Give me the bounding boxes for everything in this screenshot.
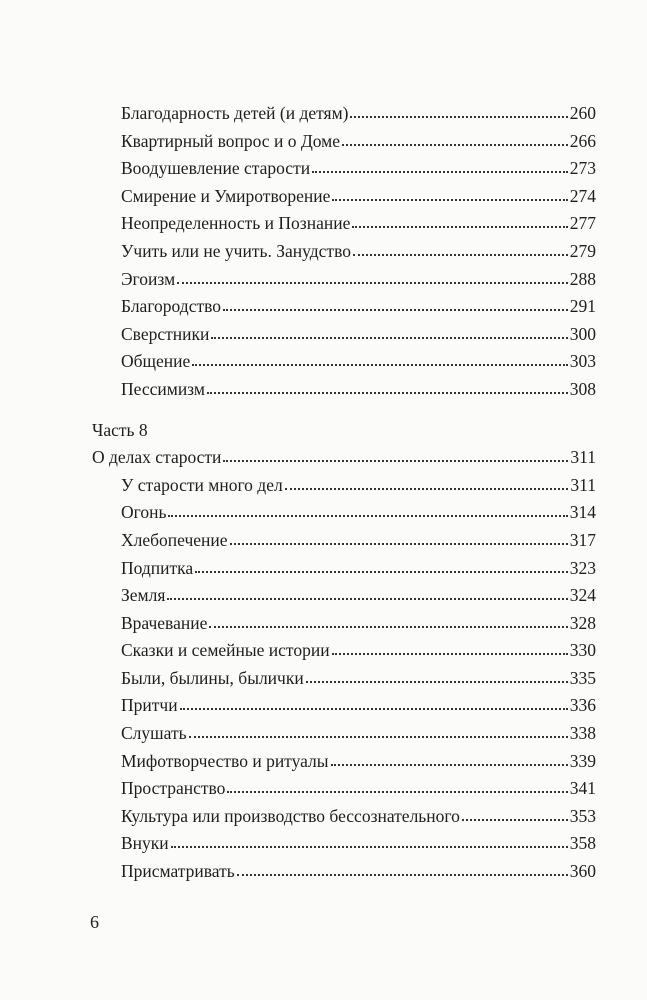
dot-leader bbox=[462, 804, 568, 822]
table-of-contents bbox=[92, 100, 596, 886]
part-heading-entry bbox=[92, 444, 596, 472]
toc-entry-title: Благодарность детей (и детям) bbox=[121, 103, 349, 123]
toc-entry bbox=[92, 155, 596, 183]
dot-leader bbox=[331, 749, 568, 767]
dot-leader bbox=[306, 666, 568, 684]
toc-entry-title: Пространство bbox=[121, 778, 226, 799]
toc-entry bbox=[92, 775, 596, 803]
dot-leader bbox=[180, 694, 568, 712]
toc-entry-page: 308 bbox=[569, 378, 596, 399]
dot-leader bbox=[237, 860, 568, 878]
toc-entry-page: 317 bbox=[569, 529, 596, 550]
toc-entry-page: 266 bbox=[569, 130, 596, 151]
toc-entry-title: Земля bbox=[121, 585, 166, 606]
toc-entry bbox=[92, 238, 596, 266]
toc-entry-page: 311 bbox=[570, 474, 596, 495]
toc-entry bbox=[92, 830, 596, 858]
toc-entry bbox=[92, 376, 596, 404]
toc-entry-title: Культура или производство бессознательного bbox=[121, 805, 460, 826]
toc-entry bbox=[92, 499, 596, 527]
toc-entry-title: Внуки bbox=[121, 833, 169, 854]
dot-leader bbox=[207, 377, 568, 395]
toc-entry-page: 328 bbox=[569, 612, 596, 633]
dot-leader bbox=[209, 611, 567, 629]
toc-entry-page: 341 bbox=[569, 778, 596, 799]
toc-entry-title: Были, былины, былички bbox=[121, 667, 304, 688]
dot-leader bbox=[167, 584, 567, 602]
toc-entry bbox=[92, 692, 596, 720]
toc-entry-page: 300 bbox=[569, 323, 596, 344]
toc-entry-page: 339 bbox=[569, 750, 596, 771]
toc-entry bbox=[92, 527, 596, 555]
toc-entry-title: Хлебопечение bbox=[121, 529, 228, 550]
dot-leader bbox=[223, 295, 568, 313]
dot-leader bbox=[352, 212, 567, 230]
toc-entry bbox=[92, 348, 596, 376]
dot-leader bbox=[312, 157, 568, 175]
toc-section-part8 bbox=[92, 472, 596, 886]
toc-entry-title: Врачевание bbox=[121, 612, 208, 633]
toc-entry-page: 274 bbox=[569, 185, 596, 206]
toc-entry bbox=[92, 803, 596, 831]
toc-entry-title: Учить или не учить. Занудство bbox=[121, 240, 351, 261]
dot-leader bbox=[350, 102, 567, 120]
toc-entry-page: 314 bbox=[569, 502, 596, 523]
toc-entry-title: Притчи bbox=[121, 695, 178, 716]
dot-leader bbox=[230, 528, 568, 546]
toc-entry bbox=[92, 472, 596, 500]
toc-entry-title: Сказки и семейные истории bbox=[121, 640, 330, 661]
toc-entry-page: 273 bbox=[569, 158, 596, 179]
dot-leader bbox=[285, 473, 569, 491]
toc-entry-title: Эгоизм bbox=[121, 268, 176, 289]
dot-leader bbox=[195, 556, 568, 574]
toc-entry bbox=[92, 610, 596, 638]
toc-entry-title: Квартирный вопрос и о Доме bbox=[121, 130, 341, 151]
toc-entry-title: Смирение и Умиротворение bbox=[121, 185, 331, 206]
toc-entry-page: 353 bbox=[569, 805, 596, 826]
toc-entry-page: 291 bbox=[569, 296, 596, 317]
dot-leader bbox=[223, 446, 568, 464]
toc-entry-title: Слушать bbox=[121, 723, 187, 744]
dot-leader bbox=[211, 322, 567, 340]
dot-leader bbox=[171, 832, 568, 850]
toc-entry-page: 360 bbox=[569, 861, 596, 882]
toc-entry bbox=[92, 321, 596, 349]
toc-entry-page: 358 bbox=[569, 833, 596, 854]
toc-entry-title: Пессимизм bbox=[121, 378, 205, 399]
toc-entry-title: Огонь bbox=[121, 502, 167, 523]
toc-entry-page: 336 bbox=[569, 695, 596, 716]
toc-entry-title: Неопределенность и Познание bbox=[121, 213, 351, 234]
dot-leader bbox=[342, 129, 568, 147]
toc-entry bbox=[92, 293, 596, 321]
page-number: 6 bbox=[90, 912, 99, 932]
toc-entry bbox=[92, 582, 596, 610]
toc-entry-page: 288 bbox=[569, 268, 596, 289]
toc-entry bbox=[92, 720, 596, 748]
toc-entry-page: 260 bbox=[569, 103, 596, 123]
toc-entry-page: 323 bbox=[569, 557, 596, 578]
toc-entry bbox=[92, 748, 596, 776]
toc-entry-title: Воодушевление старости bbox=[121, 158, 311, 179]
toc-entry bbox=[92, 555, 596, 583]
toc-entry-title: Общение bbox=[121, 351, 191, 372]
toc-entry-title: Подпитка bbox=[121, 557, 194, 578]
toc-entry-title: У старости много дел bbox=[121, 474, 283, 495]
toc-entry bbox=[92, 266, 596, 294]
dot-leader bbox=[189, 722, 568, 740]
toc-entry-title: Мифотворчество и ритуалы bbox=[121, 750, 329, 771]
toc-entry-page: 330 bbox=[569, 640, 596, 661]
dot-leader bbox=[177, 267, 568, 285]
dot-leader bbox=[192, 350, 567, 368]
toc-entry bbox=[92, 128, 596, 156]
toc-section-part7-continued bbox=[92, 100, 596, 404]
toc-entry-page: 277 bbox=[569, 213, 596, 234]
toc-entry bbox=[92, 183, 596, 211]
toc-entry-title: О делах старости bbox=[92, 447, 222, 468]
toc-entry bbox=[92, 665, 596, 693]
toc-entry-page: 311 bbox=[570, 447, 596, 468]
toc-entry-page: 335 bbox=[569, 667, 596, 688]
dot-leader bbox=[168, 501, 567, 519]
toc-entry-page: 338 bbox=[569, 723, 596, 744]
dot-leader bbox=[332, 639, 568, 657]
dot-leader bbox=[227, 777, 567, 795]
toc-entry bbox=[92, 637, 596, 665]
part-label: Часть 8 bbox=[92, 419, 148, 440]
toc-entry bbox=[92, 210, 596, 238]
toc-entry-page: 303 bbox=[569, 351, 596, 372]
dot-leader bbox=[353, 239, 568, 257]
toc-entry-title: Благородство bbox=[121, 296, 222, 317]
toc-entry bbox=[92, 100, 596, 128]
toc-entry-title: Сверстники bbox=[121, 323, 210, 344]
toc-entry-page: 324 bbox=[569, 585, 596, 606]
dot-leader bbox=[332, 184, 567, 202]
toc-entry-page: 279 bbox=[569, 240, 596, 261]
toc-entry-title: Присматривать bbox=[121, 861, 235, 882]
toc-entry bbox=[92, 858, 596, 886]
